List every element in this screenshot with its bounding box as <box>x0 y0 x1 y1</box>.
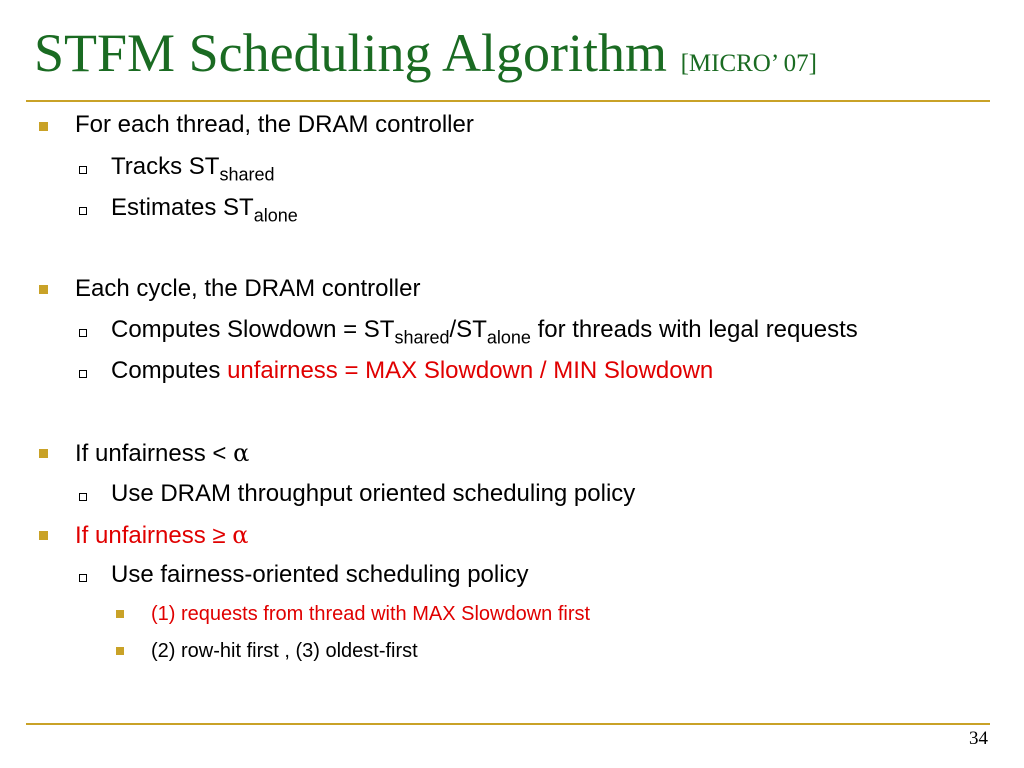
subbullet-estimates-st-alone <box>111 193 298 226</box>
square-bullet-icon <box>39 531 48 540</box>
square-bullet-icon <box>116 610 124 618</box>
subbullet-throughput-policy: Use DRAM throughput oriented scheduling policy <box>111 480 636 507</box>
hollow-square-bullet-icon <box>79 370 87 378</box>
hollow-square-bullet-icon <box>79 207 87 215</box>
subscript-shared: shared <box>219 164 275 185</box>
page-number: 34 <box>969 728 988 749</box>
bullet-each-cycle: Each cycle, the DRAM controller <box>75 275 421 302</box>
subbullet-text: Estimates ST <box>111 194 254 221</box>
subbullet-tracks-st-shared <box>111 152 275 185</box>
footer-divider <box>26 723 990 725</box>
slide-title <box>34 22 817 84</box>
subbullet-text: /ST <box>449 316 487 343</box>
sub-subbullet-row-hit-oldest: (2) row-hit first , (3) oldest-first <box>151 640 418 662</box>
bullet-text: If unfairness < <box>75 440 234 467</box>
title-divider <box>26 100 990 102</box>
square-bullet-icon <box>39 122 48 131</box>
bullet-text: If unfairness ≥ <box>75 522 233 549</box>
subscript-alone: alone <box>253 205 298 226</box>
hollow-square-bullet-icon <box>79 493 87 501</box>
subscript-alone: alone <box>486 327 531 348</box>
hollow-square-bullet-icon <box>79 166 87 174</box>
bullet-unfairness-less-than-alpha <box>75 438 249 469</box>
bullet-thread-controller: For each thread, the DRAM controller <box>75 111 474 138</box>
subbullet-computes-slowdown <box>111 315 858 348</box>
subbullet-text: Computes <box>111 357 228 384</box>
hollow-square-bullet-icon <box>79 574 87 582</box>
subbullet-text: Tracks ST <box>111 153 220 180</box>
alpha-symbol: α <box>232 521 249 549</box>
bullet-unfairness-geq-alpha <box>75 520 248 551</box>
unfairness-formula: unfairness = MAX Slowdown / MIN Slowdown <box>227 357 714 384</box>
square-bullet-icon <box>39 285 48 294</box>
subbullet-text: Computes Slowdown = ST <box>111 316 395 343</box>
slide-title-text: STFM Scheduling Algorithm <box>34 23 668 83</box>
square-bullet-icon <box>39 449 48 458</box>
subscript-shared: shared <box>394 327 450 348</box>
hollow-square-bullet-icon <box>79 329 87 337</box>
slide-title-citation: [MICRO’ 07] <box>680 50 817 77</box>
alpha-symbol: α <box>233 439 250 467</box>
subbullet-text: for threads with legal requests <box>530 316 858 343</box>
subbullet-fairness-policy: Use fairness-oriented scheduling policy <box>111 561 529 588</box>
subbullet-computes-unfairness <box>111 356 713 386</box>
sub-subbullet-max-slowdown-first: (1) requests from thread with MAX Slowdown first <box>151 603 591 625</box>
square-bullet-icon <box>116 647 124 655</box>
